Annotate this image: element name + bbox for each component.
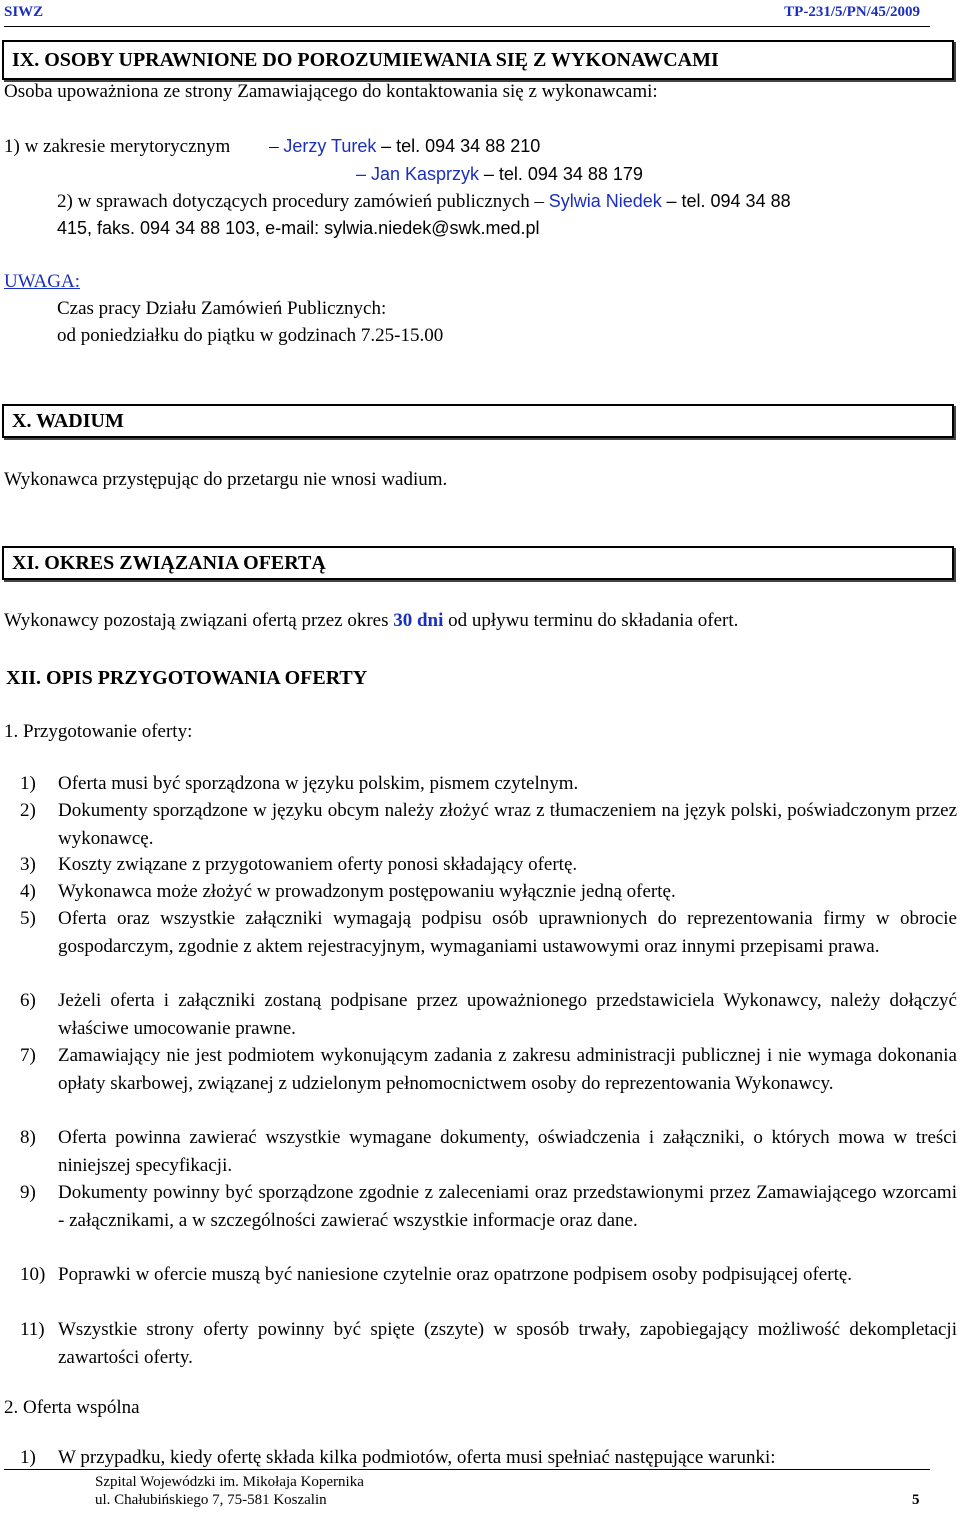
list-item-number: 5) [20, 908, 36, 929]
header-left: SIWZ [4, 4, 44, 20]
note-label: UWAGA: [4, 271, 80, 292]
contact-tel-kasprzyk: – tel. 094 34 88 179 [483, 164, 643, 184]
section-12-sub-1: 1. Przygotowanie oferty: [4, 721, 193, 742]
footer-line-1: Szpital Wojewódzki im. Mikołaja Kopernika [95, 1474, 364, 1490]
joint-offer-item-number: 1) [20, 1447, 36, 1468]
list-item [20, 1042, 957, 1097]
section-11-text [4, 609, 738, 633]
list-item-number: 3) [20, 854, 36, 875]
list-item-number: 1) [20, 773, 36, 794]
joint-offer-item-text: W przypadku, kiedy ofertę składa kilka podmiotów, oferta musi spełniać następujące warunki: [58, 1447, 776, 1468]
list-item-text: Wszystkie strony oferty powinny być spięte (zszyte) w sposób trwały, zapobiegający możliwość dekompletacji zawartości oferty. [58, 1319, 957, 1368]
section-11-text-after: od upływu terminu do składania ofert. [448, 610, 739, 631]
list-item-number: 10) [20, 1264, 46, 1285]
list-item [20, 770, 957, 798]
list-item-text: Zamawiający nie jest podmiotem wykonującym zadania z zakresu administracji publicznej i nie wymaga dokonania opłaty skarbowej, związanej z udzielonym pełnomocnictwem osoby do reprezentowania Wykonawcy. [58, 1045, 957, 1094]
list-item-text: Poprawki w ofercie muszą być naniesione czytelnie oraz opatrzone podpisem osoby podpisującej ofertę. [58, 1264, 853, 1285]
section-12-sub-2: 2. Oferta wspólna [4, 1397, 140, 1418]
list-item-number: 2) [20, 800, 36, 821]
header-divider [4, 26, 930, 27]
list-item-text: Koszty związane z przygotowaniem oferty ponosi składający ofertę. [58, 854, 578, 875]
list-item [20, 987, 957, 1042]
note-line-1: Czas pracy Działu Zamówień Publicznych: [57, 298, 387, 319]
list-item [20, 797, 957, 852]
list-item [20, 878, 957, 906]
section-10-text: Wykonawca przystępując do przetargu nie wnosi wadium. [4, 469, 448, 490]
list-item-number: 7) [20, 1045, 36, 1066]
section-10-title: X. WADIUM [12, 410, 124, 432]
list-item [20, 1179, 957, 1234]
list-item-text: Oferta musi być sporządzona w języku polskim, pismem czytelnym. [58, 773, 579, 794]
section-11-heading [2, 546, 954, 580]
list-item-text: Oferta powinna zawierać wszystkie wymagane dokumenty, oświadczenia i załączniki, o których mowa w treści niniejszej specyfikacji. [58, 1127, 957, 1176]
list-item-number: 8) [20, 1127, 36, 1148]
contact-tel-turek: – tel. 094 34 88 210 [381, 136, 541, 156]
section-11-title: XI. OKRES ZWIĄZANIA OFERTĄ [12, 552, 326, 574]
contact-line-3 [57, 189, 791, 214]
list-item-number: 11) [20, 1319, 45, 1340]
list-item-number: 6) [20, 990, 36, 1011]
note-line-2: od poniedziałku do piątku w godzinach 7.25-15.00 [57, 325, 444, 346]
section-11-text-before: Wykonawcy pozostają związani ofertą przez okres [4, 610, 389, 631]
list-item-text: Wykonawca może złożyć w prowadzonym postępowaniu wyłącznie jedną ofertę. [58, 881, 676, 902]
contact-line-4: 415, faks. 094 34 88 103, e-mail: sylwia.niedek@swk.med.pl [57, 218, 540, 238]
contact-line-1-prefix: 1) w zakresie merytorycznym [4, 136, 231, 157]
section-11-highlight: 30 dni [393, 610, 444, 631]
section-10-heading [2, 404, 954, 438]
footer-divider [4, 1469, 930, 1470]
list-item-text: Oferta oraz wszystkie załączniki wymagają podpisu osób uprawnionych do reprezentowania firmy w obrocie gospodarczym, zgodnie z aktem rejestracyjnym, wymaganiami ustawowymi oraz innymi przepisami prawa. [58, 908, 957, 957]
list-item-text: Jeżeli oferta i załączniki zostaną podpisane przez upoważnionego przedstawiciela Wykonawcy, należy dołączyć właściwe umocowanie prawne. [58, 990, 957, 1039]
list-item-text: Dokumenty powinny być sporządzone zgodnie z zaleceniami oraz przedstawionymi przez Zamawiającego wzorcami - załącznikami, a w szczególności zawierać wszystkie informacje oraz dane. [58, 1182, 957, 1231]
list-item-number: 4) [20, 881, 36, 902]
contact-line-2 [356, 162, 643, 187]
header-right: TP-231/5/PN/45/2009 [784, 4, 920, 20]
section-12-title: XII. OPIS PRZYGOTOWANIA OFERTY [6, 667, 368, 689]
contact-name-kasprzyk: – Jan Kasprzyk [356, 164, 480, 184]
contact-intro: Osoba upoważniona ze strony Zamawiającego do kontaktowania się z wykonawcami: [4, 81, 658, 102]
list-item [20, 1261, 957, 1289]
list-item-text: Dokumenty sporządzone w języku obcym należy złożyć wraz z tłumaczeniem na język polski, poświadczonym przez wykonawcę. [58, 800, 957, 849]
contact-line-1-dash: – [269, 136, 279, 157]
list-item [20, 905, 957, 960]
list-item [20, 1316, 957, 1371]
contact-line-1 [4, 134, 540, 159]
footer-line-2: ul. Chałubińskiego 7, 75-581 Koszalin [95, 1492, 327, 1508]
footer-page-number: 5 [912, 1492, 920, 1508]
contact-line-3-prefix: 2) w sprawach dotyczących procedury zamówień publicznych – [57, 191, 544, 212]
list-item [20, 851, 957, 879]
list-item-number: 9) [20, 1182, 36, 1203]
list-item [20, 1124, 957, 1179]
joint-offer-item [20, 1444, 957, 1472]
contact-name-turek: Jerzy Turek [283, 136, 377, 156]
section-9-title: IX. OSOBY UPRAWNIONE DO POROZUMIEWANIA SIĘ Z WYKONAWCAMI [12, 49, 719, 71]
section-9-heading [2, 40, 954, 80]
contact-tel-niedek: – tel. 094 34 88 [666, 191, 791, 211]
contact-name-niedek: Sylwia Niedek [548, 191, 662, 211]
